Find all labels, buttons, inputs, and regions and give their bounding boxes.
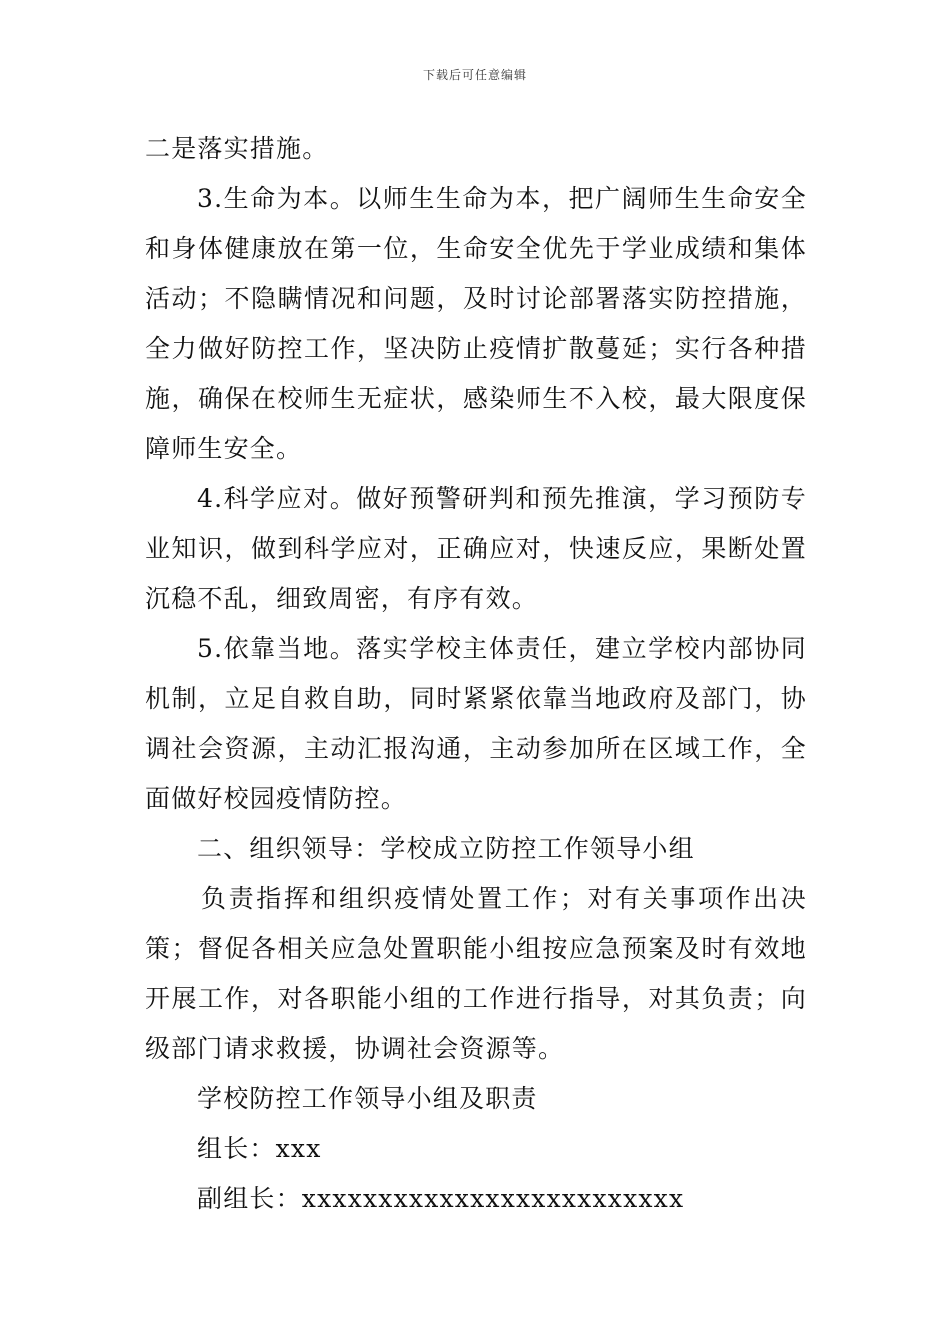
subheading-leadership-group: 学校防控工作领导小组及职责 [197, 1084, 538, 1113]
paragraph-scientific-response: 4.科学应对。做好预警研判和预先推演，学习预防专业知识，做到科学应对，正确应对，快速反应，果断处置沉稳不乱，细致周密，有序有效。 [145, 484, 807, 613]
paragraph-responsibilities: 负责指挥和组织疫情处置工作；对有关事项作出决策；督促各相关应急处置职能小组按应急预案及时有效地开展工作，对各职能小组的工作进行指导，对其负责；向级部门请求救援，协调社会资源等。 [145, 884, 807, 1063]
deputy-leader-line: 副组长：xxxxxxxxxxxxxxxxxxxxxxxxx [197, 1184, 685, 1213]
paragraph-measures: 二是落实措施。 [145, 134, 329, 163]
document-body [145, 124, 807, 1224]
section-heading-organization: 二、组织领导：学校成立防控工作领导小组 [197, 834, 695, 863]
paragraph-rely-local: 5.依靠当地。落实学校主体责任，建立学校内部协同机制，立足自救自助，同时紧紧依靠当地政府及部门，协调社会资源，主动汇报沟通，主动参加所在区域工作，全面做好校园疫情防控。 [145, 634, 807, 813]
page-header: 下载后可任意编辑 [422, 68, 527, 82]
paragraph-life-first: 3.生命为本。以师生生命为本，把广阔师生生命安全和身体健康放在第一位，生命安全优先于学业成绩和集体活动；不隐瞒情况和问题，及时讨论部署落实防控措施，全力做好防控工作，坚决防止疫情扩散蔓延；实行各种措施，确保在校师生无症状，感染师生不入校，最大限度保障师生安全。 [145, 184, 807, 463]
group-leader-line: 组长：xxx [197, 1134, 322, 1163]
